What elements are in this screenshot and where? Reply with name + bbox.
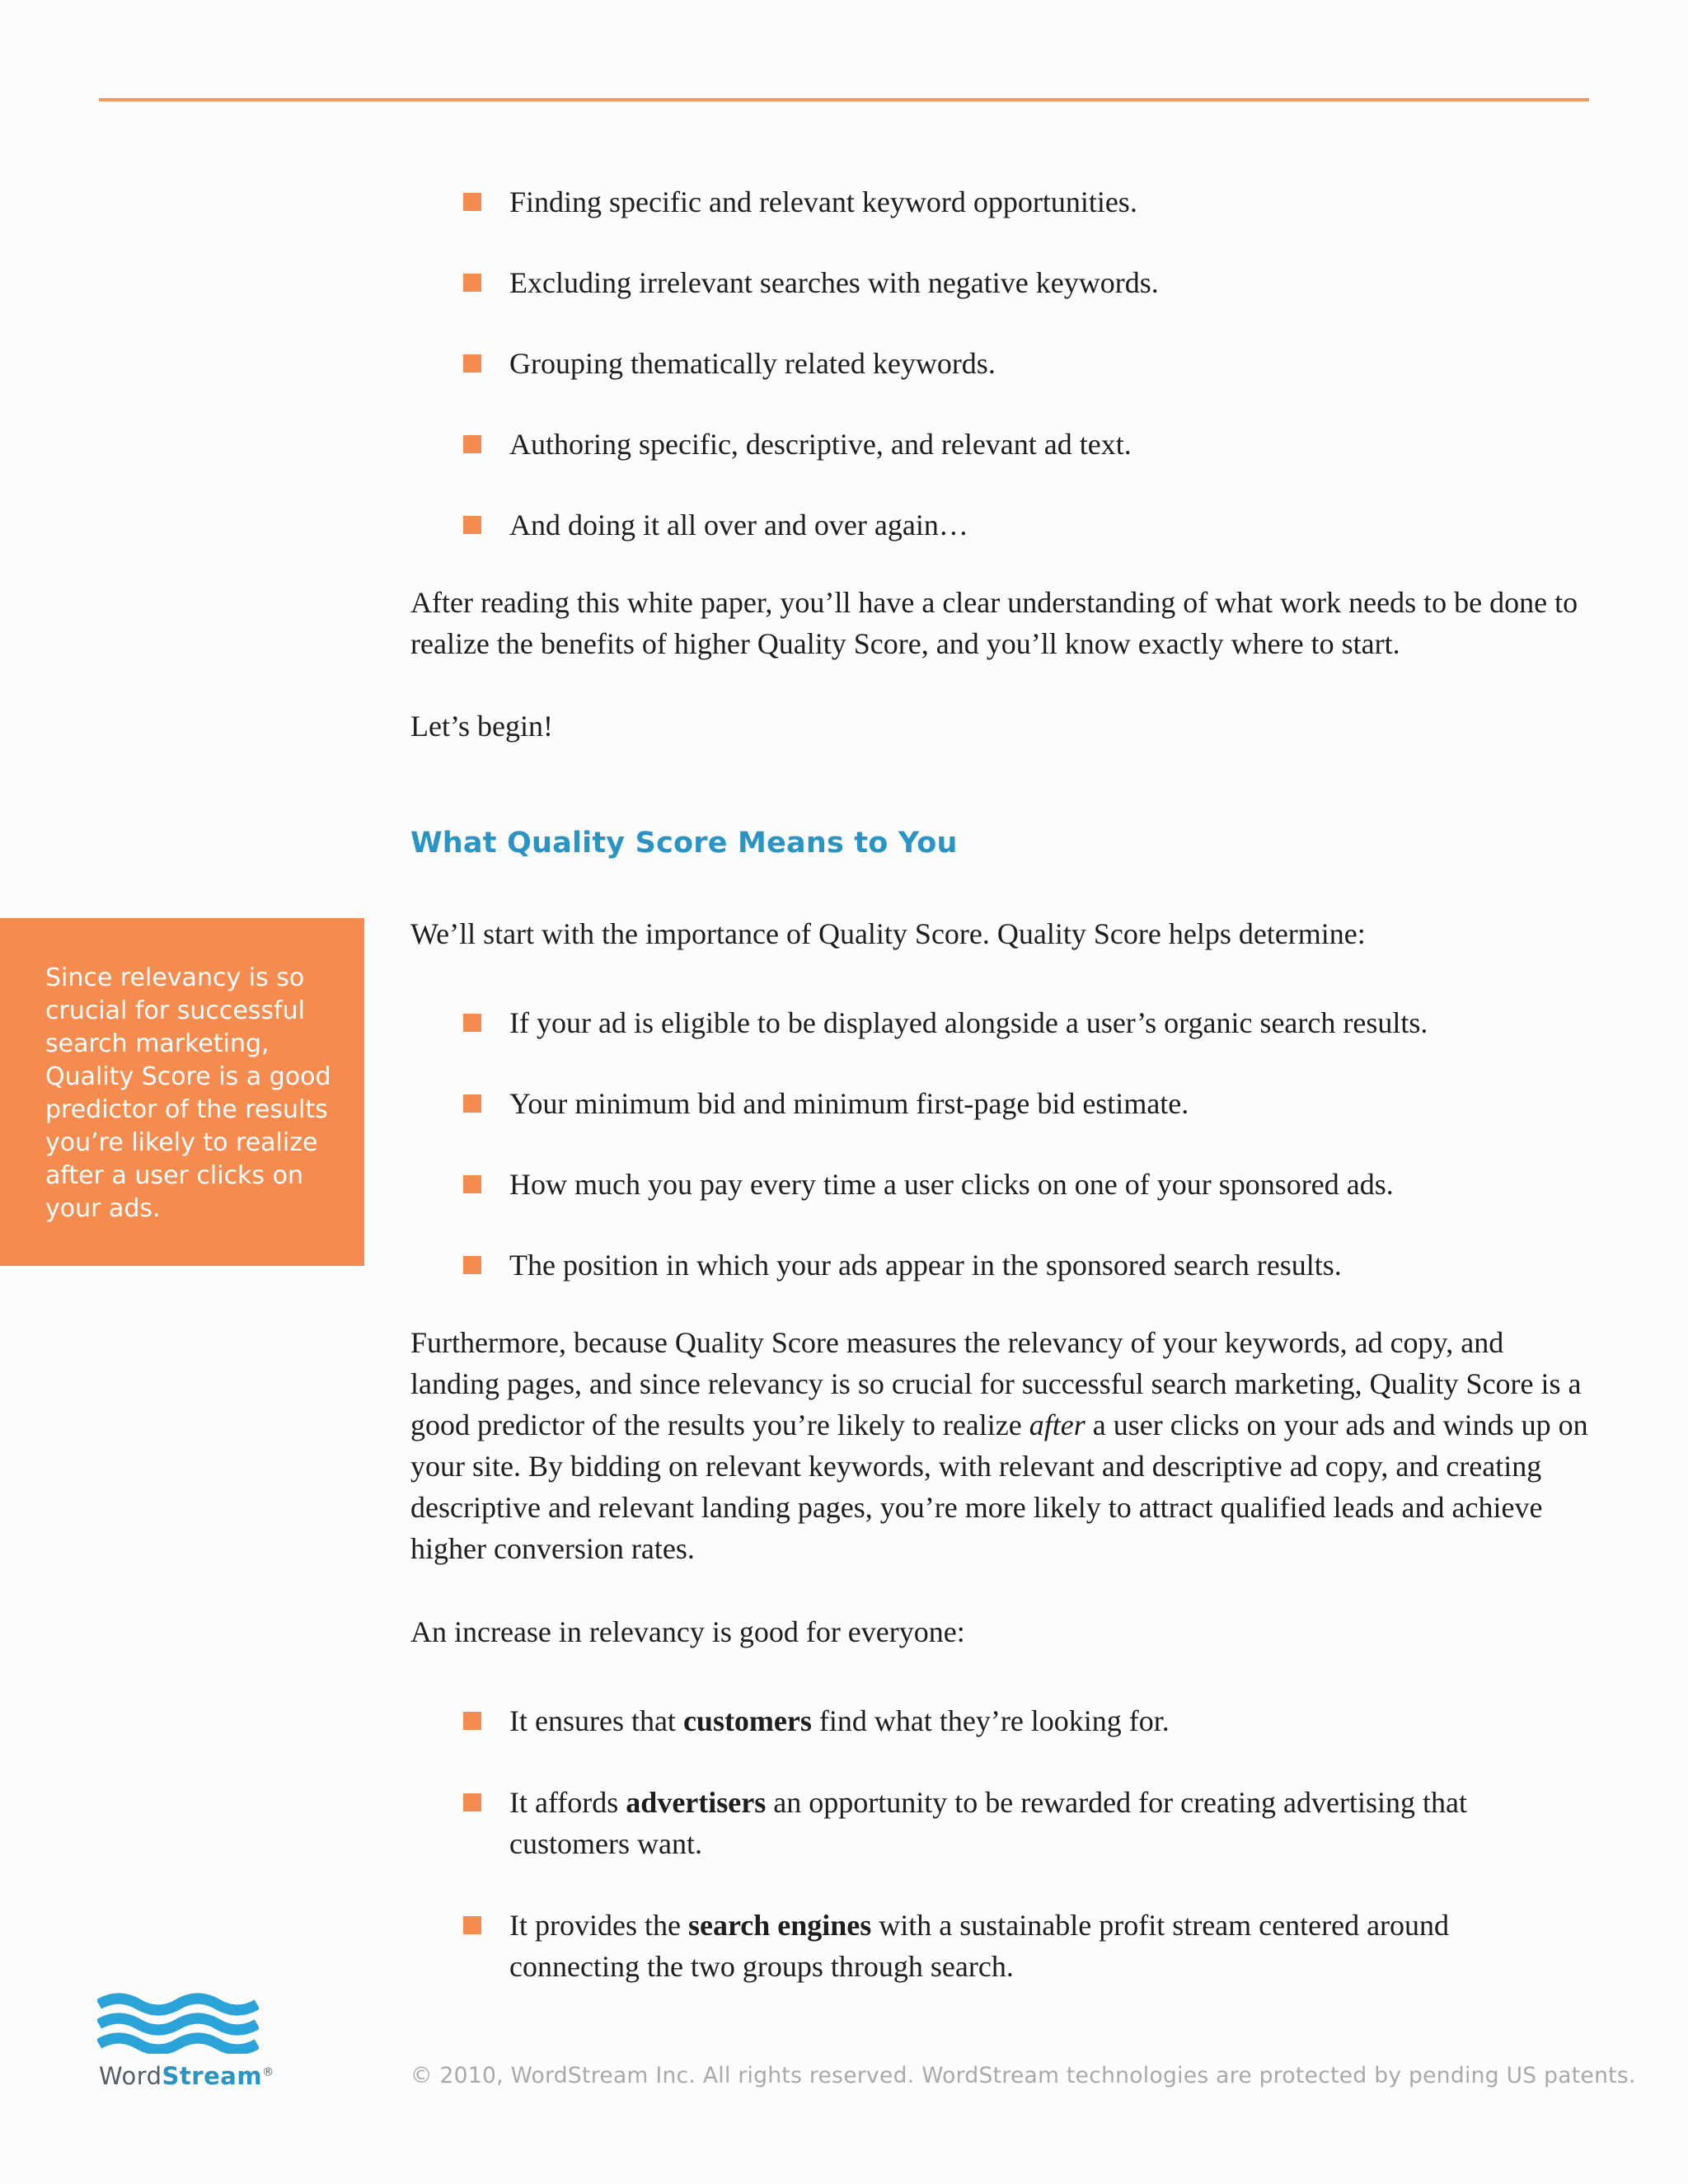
square-bullet-icon — [463, 1256, 481, 1274]
paragraph-furthermore — [410, 1322, 1597, 1569]
list-item-text: Your minimum bid and minimum first-page bid estimate. — [509, 1087, 1189, 1120]
callout-text: Since relevancy is so crucial for successful search marketing, Quality Score is a good predictor of the results you’re likely to realize after a user clicks on your ads. — [45, 963, 331, 1223]
bold-term: search engines — [687, 1909, 872, 1942]
paragraph-increase: An increase in relevancy is good for everyone: — [410, 1615, 965, 1648]
bold-term: customers — [682, 1704, 812, 1737]
list-item-text: It provides the search engines with a sustainable profit stream centered around connecting the two groups through search. — [509, 1909, 1450, 1983]
list-item-text: Finding specific and relevant keyword opportunities. — [509, 185, 1137, 218]
square-bullet-icon — [463, 1793, 481, 1811]
list-item-text: It ensures that customers find what they’re looking for. — [509, 1704, 1170, 1737]
section-heading: What Quality Score Means to You — [410, 827, 958, 860]
square-bullet-icon — [463, 1175, 481, 1193]
square-bullet-icon — [463, 1094, 481, 1113]
paragraph-text: a user clicks on your ads and winds up on your site. By bidding on relevant keywords, with relevant and descriptive ad copy, and creating descriptive and relevant landing pages, you’re more likely to attract qualified leads and achieve higher conversion rates. — [410, 1408, 1588, 1565]
square-bullet-icon — [463, 1014, 481, 1032]
paragraph-begin: Let’s begin! — [410, 710, 553, 743]
square-bullet-icon — [463, 354, 481, 373]
copyright-footer: © 2010, WordStream Inc. All rights reserved. WordStream technologies are protected by pending US patents. — [410, 2063, 1636, 2088]
header-rule — [99, 98, 1589, 101]
callout-box — [0, 918, 364, 1266]
paragraph-after-reading: After reading this white paper, you’ll have a clear understanding of what work needs to be done to realize the benefits of higher Quality Score, and you’ll know exactly where to start. — [410, 586, 1578, 660]
list-item-text: How much you pay every time a user clicks on one of your sponsored ads. — [509, 1168, 1394, 1201]
square-bullet-icon — [463, 516, 481, 534]
square-bullet-icon — [463, 1712, 481, 1730]
paragraph-text: Furthermore, because Quality Score measures the relevancy of your keywords, ad copy, and landing pages, and since relevancy is so crucial for successful search marketing, Quality Score is a good predictor of the results you’re likely to realize — [410, 1326, 1582, 1441]
square-bullet-icon — [463, 274, 481, 292]
paragraph-start: We’ll start with the importance of Quality Score. Quality Score helps determine: — [410, 917, 1366, 950]
emphasis-text: after — [1029, 1408, 1085, 1441]
list-item-text: Grouping thematically related keywords. — [509, 347, 996, 380]
wordstream-waves-logo-icon — [97, 1993, 259, 2054]
bold-term: advertisers — [626, 1786, 767, 1819]
list-item-text: It affords advertisers an opportunity to be rewarded for creating advertising that customers want. — [509, 1786, 1467, 1860]
square-bullet-icon — [463, 193, 481, 211]
list-item-text: Excluding irrelevant searches with negative keywords. — [509, 266, 1159, 299]
list-item-text: If your ad is eligible to be displayed alongside a user’s organic search results. — [509, 1006, 1428, 1039]
square-bullet-icon — [463, 1916, 481, 1934]
list-item-text: Authoring specific, descriptive, and relevant ad text. — [509, 428, 1132, 461]
wordstream-logo-text: WordStream® — [99, 2062, 274, 2090]
list-item-text: The position in which your ads appear in the sponsored search results. — [509, 1249, 1342, 1282]
square-bullet-icon — [463, 435, 481, 453]
list-item-text: And doing it all over and over again… — [509, 509, 968, 541]
